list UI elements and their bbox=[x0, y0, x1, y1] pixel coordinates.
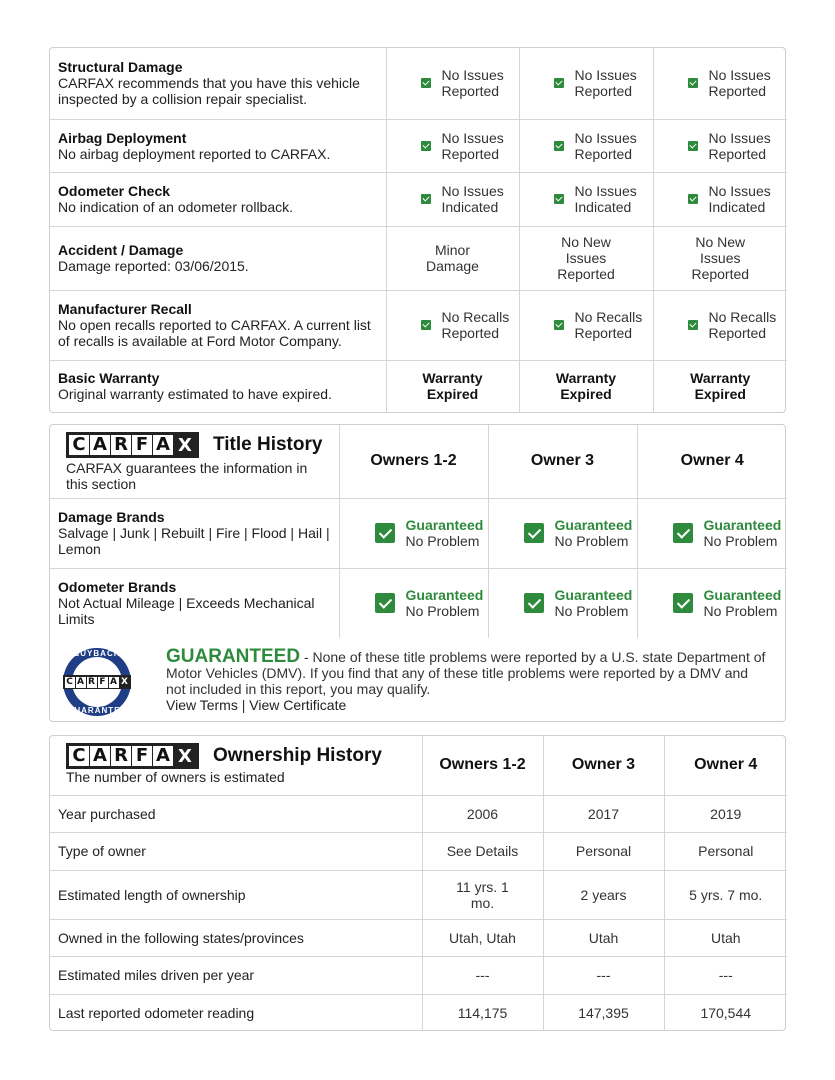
table-row bbox=[50, 956, 787, 994]
owner-header: Owner 3 bbox=[543, 736, 664, 795]
status-text: Warranty Expired bbox=[519, 360, 653, 412]
owner-header: Owner 4 bbox=[664, 736, 787, 795]
check-icon bbox=[554, 320, 564, 330]
cell-value: 2017 bbox=[543, 795, 664, 832]
table-row bbox=[50, 832, 787, 870]
check-icon bbox=[688, 141, 698, 151]
cell-value: 114,175 bbox=[422, 994, 543, 1031]
header-row bbox=[50, 736, 787, 795]
header-row bbox=[50, 425, 787, 498]
cell-value: 2 years bbox=[543, 870, 664, 919]
row-desc: No open recalls reported to CARFAX. A current list of recalls is available at Ford Motor Company. bbox=[58, 317, 371, 349]
row-label: Last reported odometer reading bbox=[50, 994, 422, 1031]
table-row bbox=[50, 919, 787, 956]
section-header bbox=[50, 425, 339, 498]
row-description bbox=[50, 360, 386, 412]
row-desc: Salvage | Junk | Rebuilt | Fire | Flood | Hail | Lemon bbox=[58, 525, 330, 557]
status-cell bbox=[387, 130, 519, 162]
status-cell bbox=[654, 130, 788, 162]
view-certificate-link[interactable]: View Certificate bbox=[249, 697, 347, 713]
row-desc: No airbag deployment reported to CARFAX. bbox=[58, 145, 331, 162]
check-icon bbox=[688, 194, 698, 204]
guaranteed-cell: Guaranteed No Problem bbox=[489, 587, 637, 619]
guarantee-section bbox=[50, 638, 785, 722]
row-title: Manufacturer Recall bbox=[58, 301, 192, 317]
cell-value: Utah bbox=[664, 919, 787, 956]
status-cell bbox=[654, 183, 788, 215]
row-label: Estimated length of ownership bbox=[50, 870, 422, 919]
cell-value: --- bbox=[543, 956, 664, 994]
table-row bbox=[50, 568, 787, 638]
row-label: Type of owner bbox=[50, 832, 422, 870]
owner-header: Owner 4 bbox=[637, 425, 787, 498]
cell-value: 5 yrs. 7 mo. bbox=[664, 870, 787, 919]
ownership-history-panel bbox=[49, 735, 786, 1031]
status-cell bbox=[520, 130, 653, 162]
guarantee-text: GUARANTEED - None of these title problems were reported by a U.S. state Department of Motor Vehicles (DMV). If you find that any of these title problems were reported by a DMV and not included in this report, you may qualify. View Terms | View Certificate bbox=[166, 646, 766, 713]
guaranteed-cell: Guaranteed No Problem bbox=[340, 587, 488, 619]
status-text: No Issues Reported bbox=[441, 129, 504, 162]
cell-value: 2019 bbox=[664, 795, 787, 832]
section-header bbox=[50, 736, 422, 795]
status-cell bbox=[387, 67, 519, 99]
table-row bbox=[50, 498, 787, 568]
row-title: Odometer Brands bbox=[58, 579, 177, 596]
row-label: Year purchased bbox=[50, 795, 422, 832]
row-description bbox=[50, 119, 386, 172]
guarantee-description: - None of these title problems were reported by a U.S. state Department of Motor Vehicles (DMV). If you find that any of these title problems were reported by a DMV and not included in this report, you may qualify. bbox=[166, 649, 766, 697]
check-icon bbox=[375, 593, 395, 613]
status-text: No Issues Reported bbox=[708, 129, 771, 162]
view-terms-link[interactable]: View Terms bbox=[166, 697, 238, 713]
buyback-guarantee-seal: BUYBACK C A R F A X GUARANTEE bbox=[63, 648, 131, 716]
carfax-logo: C A R F A X bbox=[63, 675, 131, 689]
cell-value: --- bbox=[422, 956, 543, 994]
row-description bbox=[50, 290, 386, 360]
table-row bbox=[50, 119, 787, 172]
carfax-logo: C A R F A X bbox=[66, 743, 199, 769]
status-cell bbox=[387, 183, 519, 215]
history-checks-panel bbox=[49, 47, 786, 413]
check-icon bbox=[524, 593, 544, 613]
section-title: Title History bbox=[213, 434, 323, 455]
check-icon bbox=[421, 320, 431, 330]
row-title: Damage Brands bbox=[58, 509, 165, 525]
carfax-logo: C A R F A X bbox=[66, 432, 199, 458]
status-text: No Issues Indicated bbox=[574, 183, 637, 215]
status-cell bbox=[520, 67, 653, 99]
guaranteed-cell: Guaranteed No Problem bbox=[638, 517, 788, 549]
guaranteed-cell: Guaranteed No Problem bbox=[489, 517, 637, 549]
cell-value: Utah bbox=[543, 919, 664, 956]
status-text: No Issues Indicated bbox=[708, 183, 771, 215]
table-row bbox=[50, 172, 787, 226]
check-icon bbox=[375, 523, 395, 543]
cell-value: Personal bbox=[543, 832, 664, 870]
status-cell bbox=[387, 309, 519, 341]
row-desc: CARFAX recommends that you have this vehicle inspected by a collision repair specialist. bbox=[58, 75, 360, 108]
status-text: No Recalls Reported bbox=[708, 309, 777, 341]
table-row bbox=[50, 226, 787, 290]
status-text: No Recalls Reported bbox=[441, 309, 510, 341]
owner-header: Owners 1-2 bbox=[422, 736, 543, 795]
guaranteed-cell: Guaranteed No Problem bbox=[638, 587, 788, 619]
row-description bbox=[50, 498, 339, 568]
table-row bbox=[50, 48, 787, 119]
cell-value: 170,544 bbox=[664, 994, 787, 1031]
check-icon bbox=[554, 194, 564, 204]
row-label: Owned in the following states/provinces bbox=[50, 919, 422, 956]
row-description bbox=[50, 568, 339, 638]
status-text: No New Issues Reported bbox=[519, 226, 653, 290]
row-desc: Damage reported: 03/06/2015. bbox=[58, 258, 249, 274]
row-description bbox=[50, 172, 386, 226]
status-text: No New Issues Reported bbox=[653, 226, 787, 290]
owner-header: Owner 3 bbox=[488, 425, 637, 498]
row-title: Odometer Check bbox=[58, 183, 171, 199]
check-icon bbox=[554, 78, 564, 88]
row-desc: Original warranty estimated to have expired. bbox=[58, 386, 332, 403]
section-subtitle: The number of owners is estimated bbox=[66, 769, 285, 785]
check-icon bbox=[421, 194, 431, 204]
cell-value: --- bbox=[664, 956, 787, 994]
cell-value: 2006 bbox=[422, 795, 543, 832]
guaranteed-heading: GUARANTEED bbox=[166, 646, 301, 667]
status-text: No Issues Reported bbox=[574, 67, 637, 100]
row-title: Basic Warranty bbox=[58, 370, 160, 387]
status-text: Minor Damage bbox=[386, 226, 519, 290]
status-text: No Issues Indicated bbox=[441, 183, 504, 215]
cell-value: See Details bbox=[422, 832, 543, 870]
cell-value: Utah, Utah bbox=[422, 919, 543, 956]
row-title: Airbag Deployment bbox=[58, 129, 187, 146]
status-cell bbox=[654, 67, 788, 99]
status-cell bbox=[520, 309, 653, 341]
status-cell bbox=[654, 309, 788, 341]
status-text: Warranty Expired bbox=[653, 360, 787, 412]
row-title: Accident / Damage bbox=[58, 242, 184, 258]
guaranteed-cell: Guaranteed No Problem bbox=[340, 517, 488, 549]
cell-value: 11 yrs. 1 mo. bbox=[422, 870, 543, 919]
status-text: Warranty Expired bbox=[386, 360, 519, 412]
row-desc: Not Actual Mileage | Exceeds Mechanical Limits bbox=[58, 595, 315, 628]
row-description bbox=[50, 226, 386, 290]
title-history-panel bbox=[49, 424, 786, 722]
row-label: Estimated miles driven per year bbox=[50, 956, 422, 994]
cell-value: 147,395 bbox=[543, 994, 664, 1031]
table-row bbox=[50, 994, 787, 1031]
cell-value: Personal bbox=[664, 832, 787, 870]
check-icon bbox=[554, 141, 564, 151]
status-text: No Issues Reported bbox=[441, 67, 504, 100]
owner-header: Owners 1-2 bbox=[339, 425, 488, 498]
table-row bbox=[50, 360, 787, 412]
check-icon bbox=[421, 141, 431, 151]
check-icon bbox=[673, 523, 693, 543]
table-row bbox=[50, 290, 787, 360]
check-icon bbox=[673, 593, 693, 613]
table-row bbox=[50, 795, 787, 832]
section-subtitle: CARFAX guarantees the information in this section bbox=[66, 460, 308, 492]
status-cell bbox=[520, 183, 653, 215]
table-row bbox=[50, 870, 787, 919]
row-title: Structural Damage bbox=[58, 59, 183, 76]
check-icon bbox=[688, 320, 698, 330]
check-icon bbox=[524, 523, 544, 543]
status-text: No Recalls Reported bbox=[574, 309, 643, 341]
check-icon bbox=[421, 78, 431, 88]
check-icon bbox=[688, 78, 698, 88]
status-text: No Issues Reported bbox=[574, 129, 637, 162]
row-description bbox=[50, 48, 386, 119]
row-desc: No indication of an odometer rollback. bbox=[58, 199, 294, 215]
section-title: Ownership History bbox=[213, 745, 382, 766]
status-text: No Issues Reported bbox=[708, 67, 771, 100]
